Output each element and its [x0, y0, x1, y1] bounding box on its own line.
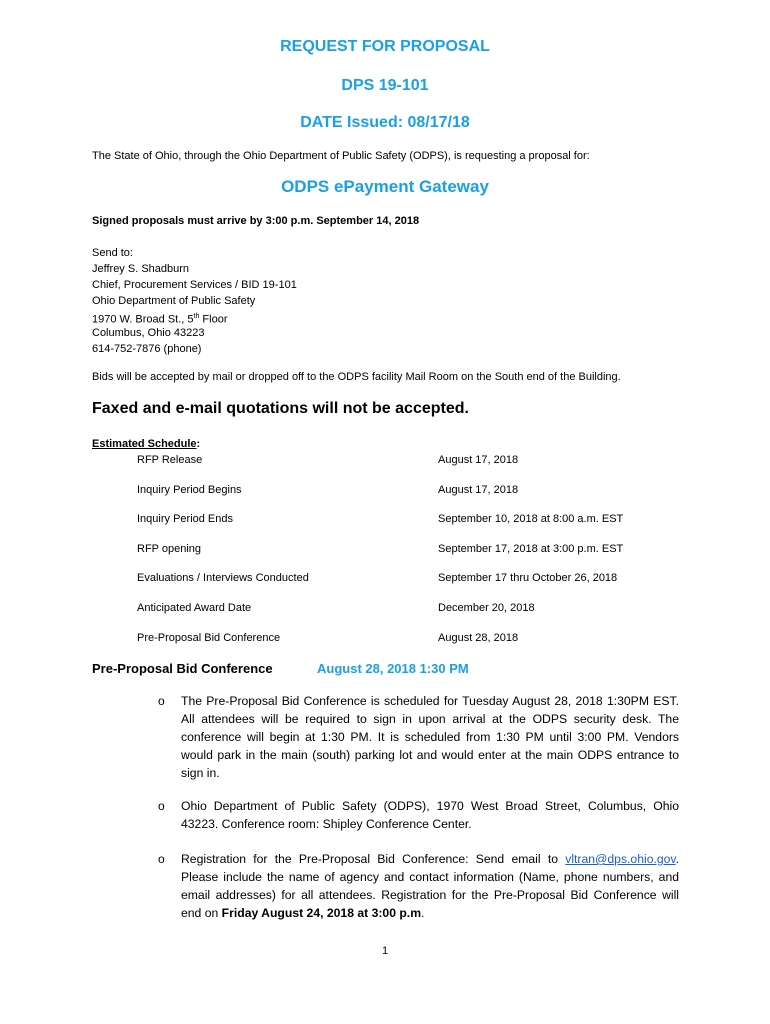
schedule-heading: Estimated Schedule:	[92, 438, 201, 450]
contact-city: Columbus, Ohio 43223	[92, 327, 205, 339]
schedule-row: RFP Release August 17, 2018	[137, 454, 519, 466]
document-title: REQUEST FOR PROPOSAL	[280, 38, 490, 55]
bullet-icon: o	[158, 852, 165, 866]
send-to-block	[92, 245, 297, 357]
faxed-note: Faxed and e-mail quotations will not be accepted.	[92, 400, 469, 417]
conference-item-registration: Registration for the Pre-Proposal Bid Conference: Send email to vltran@dps.ohio.gov. Please include the name of agency and contact information (Name, phone numbers, and email addresses) for all attendees. Registration for the Pre-Proposal Bid Conference will end on Friday August 24, 2018 at 3:00 p.m.	[181, 852, 679, 920]
contact-position: Chief, Procurement Services / BID 19-101	[92, 279, 297, 291]
contact-department: Ohio Department of Public Safety	[92, 295, 256, 307]
schedule-row: RFP opening September 17, 2018 at 3:00 p.m. EST	[137, 543, 624, 555]
bids-note: Bids will be accepted by mail or dropped off to the ODPS facility Mail Room on the South end of the Building.	[92, 371, 621, 383]
conference-item-location: Ohio Department of Public Safety (ODPS), 1970 West Broad Street, Columbus, Ohio 43223. Conference room: Shipley Conference Center.	[181, 799, 679, 831]
schedule-row: Inquiry Period Begins August 17, 2018	[137, 484, 519, 496]
schedule-row: Anticipated Award Date December 20, 2018	[137, 602, 535, 614]
schedule-row: Evaluations / Interviews Conducted September 17 thru October 26, 2018	[137, 572, 618, 584]
conference-heading: Pre-Proposal Bid Conference	[92, 661, 273, 676]
registration-email-link[interactable]: vltran@dps.ohio.gov	[565, 852, 676, 866]
contact-phone: 614-752-7876 (phone)	[92, 343, 202, 355]
contact-name: Jeffrey S. Shadburn	[92, 263, 190, 275]
schedule-row: Inquiry Period Ends September 10, 2018 at 8:00 a.m. EST	[137, 513, 624, 525]
bullet-icon: o	[158, 694, 165, 708]
conference-date: August 28, 2018 1:30 PM	[317, 661, 469, 676]
conference-item-schedule: The Pre-Proposal Bid Conference is scheduled for Tuesday August 28, 2018 1:30PM EST. All attendees will be required to sign in upon arrival at the ODPS security desk. The conference will begin at 1:30 PM. It is scheduled from 1:30 PM until 3:00 PM. Vendors would park in the main (south) parking lot and would enter at the main ODPS entrance to sign in.	[181, 694, 679, 780]
deadline-text: Signed proposals must arrive by 3:00 p.m. September 14, 2018	[92, 215, 420, 227]
intro-text: The State of Ohio, through the Ohio Department of Public Safety (ODPS), is requesting a proposal for:	[92, 150, 590, 162]
contact-street: 1970 W. Broad St., 5th Floor	[92, 313, 228, 326]
project-title: ODPS ePayment Gateway	[281, 177, 489, 196]
page-number: 1	[381, 945, 389, 957]
schedule-row: Pre-Proposal Bid Conference August 28, 2018	[137, 632, 519, 644]
send-to-label: Send to:	[92, 247, 133, 259]
rfp-number: DPS 19-101	[341, 77, 429, 94]
date-issued: DATE Issued: 08/17/18	[300, 114, 470, 131]
bullet-icon: o	[158, 799, 165, 813]
